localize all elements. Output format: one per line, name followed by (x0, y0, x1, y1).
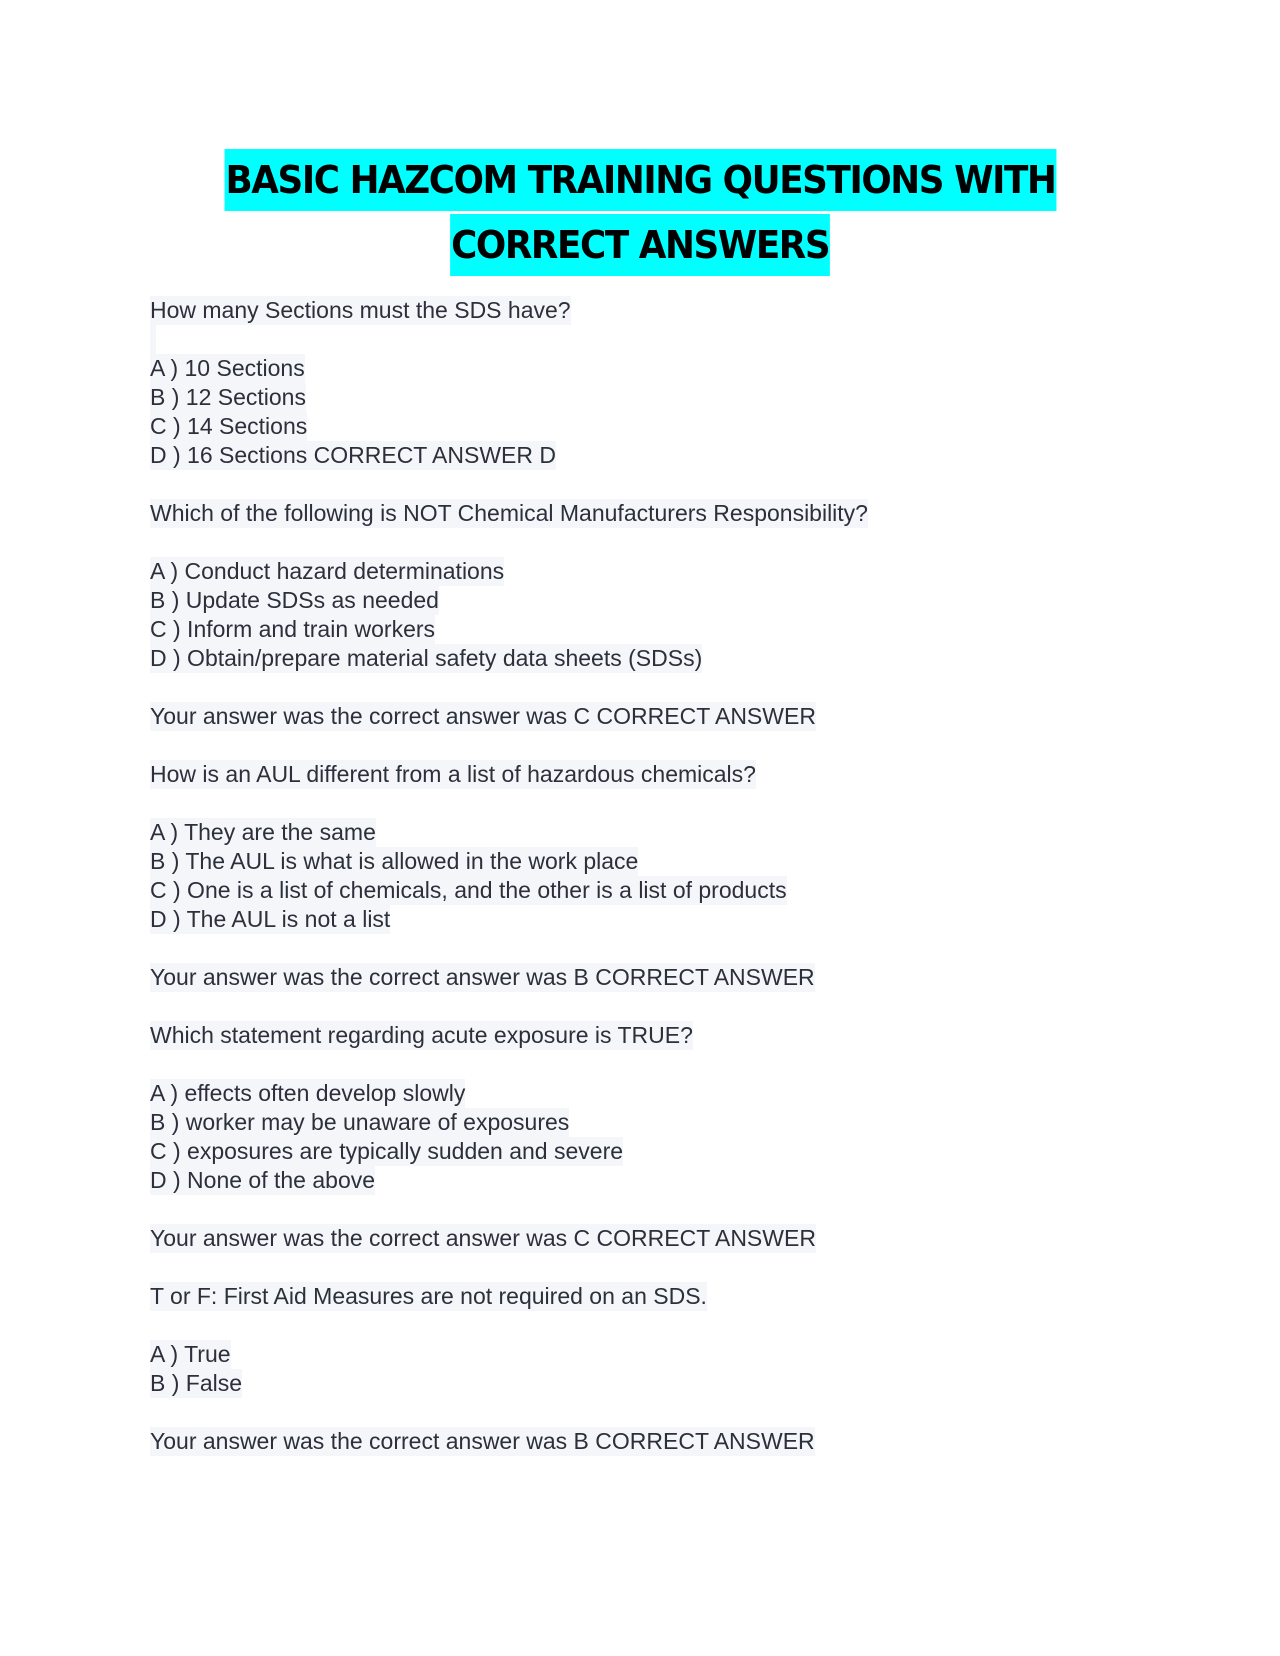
title-line-2: CORRECT ANSWERS (450, 214, 830, 276)
option: B ) worker may be unaware of exposures (150, 1109, 570, 1135)
question-block (150, 296, 868, 470)
answer-text: Your answer was the correct answer was C CORRECT ANSWER (150, 703, 816, 729)
option: B ) The AUL is what is allowed in the work place (150, 848, 639, 874)
option: B ) 12 Sections (150, 384, 306, 410)
option: D ) The AUL is not a list (150, 906, 391, 932)
question-text: How is an AUL different from a list of hazardous chemicals? (150, 761, 756, 787)
option: D ) Obtain/prepare material safety data sheets (SDSs) (150, 645, 703, 671)
option: B ) False (150, 1370, 243, 1396)
option: A ) 10 Sections (150, 355, 305, 381)
answer-text: Your answer was the correct answer was C CORRECT ANSWER (150, 1225, 816, 1251)
option: A ) They are the same (150, 819, 376, 845)
title-line-1: BASIC HAZCOM TRAINING QUESTIONS WITH (224, 149, 1056, 211)
question-block (150, 760, 868, 992)
question-text: How many Sections must the SDS have? (150, 297, 571, 323)
question-block (150, 1282, 868, 1456)
question-text: Which statement regarding acute exposure is TRUE? (150, 1022, 693, 1048)
option: B ) Update SDSs as needed (150, 587, 439, 613)
option: C ) 14 Sections (150, 413, 308, 439)
question-list (150, 296, 868, 1456)
option: A ) effects often develop slowly (150, 1080, 466, 1106)
option: A ) True (150, 1341, 231, 1367)
option: C ) Inform and train workers (150, 616, 436, 642)
option: C ) One is a list of chemicals, and the other is a list of products (150, 877, 787, 903)
question-text: T or F: First Aid Measures are not required on an SDS. (150, 1283, 707, 1309)
option: A ) Conduct hazard determinations (150, 558, 505, 584)
document-title (0, 149, 1280, 279)
option: C ) exposures are typically sudden and severe (150, 1138, 624, 1164)
option: D ) None of the above (150, 1167, 376, 1193)
answer-text: Your answer was the correct answer was B CORRECT ANSWER (150, 1428, 815, 1454)
option: D ) 16 Sections CORRECT ANSWER D (150, 442, 557, 468)
question-block (150, 499, 868, 731)
answer-text: Your answer was the correct answer was B CORRECT ANSWER (150, 964, 815, 990)
question-text: Which of the following is NOT Chemical Manufacturers Responsibility? (150, 500, 868, 526)
question-block (150, 1021, 868, 1253)
